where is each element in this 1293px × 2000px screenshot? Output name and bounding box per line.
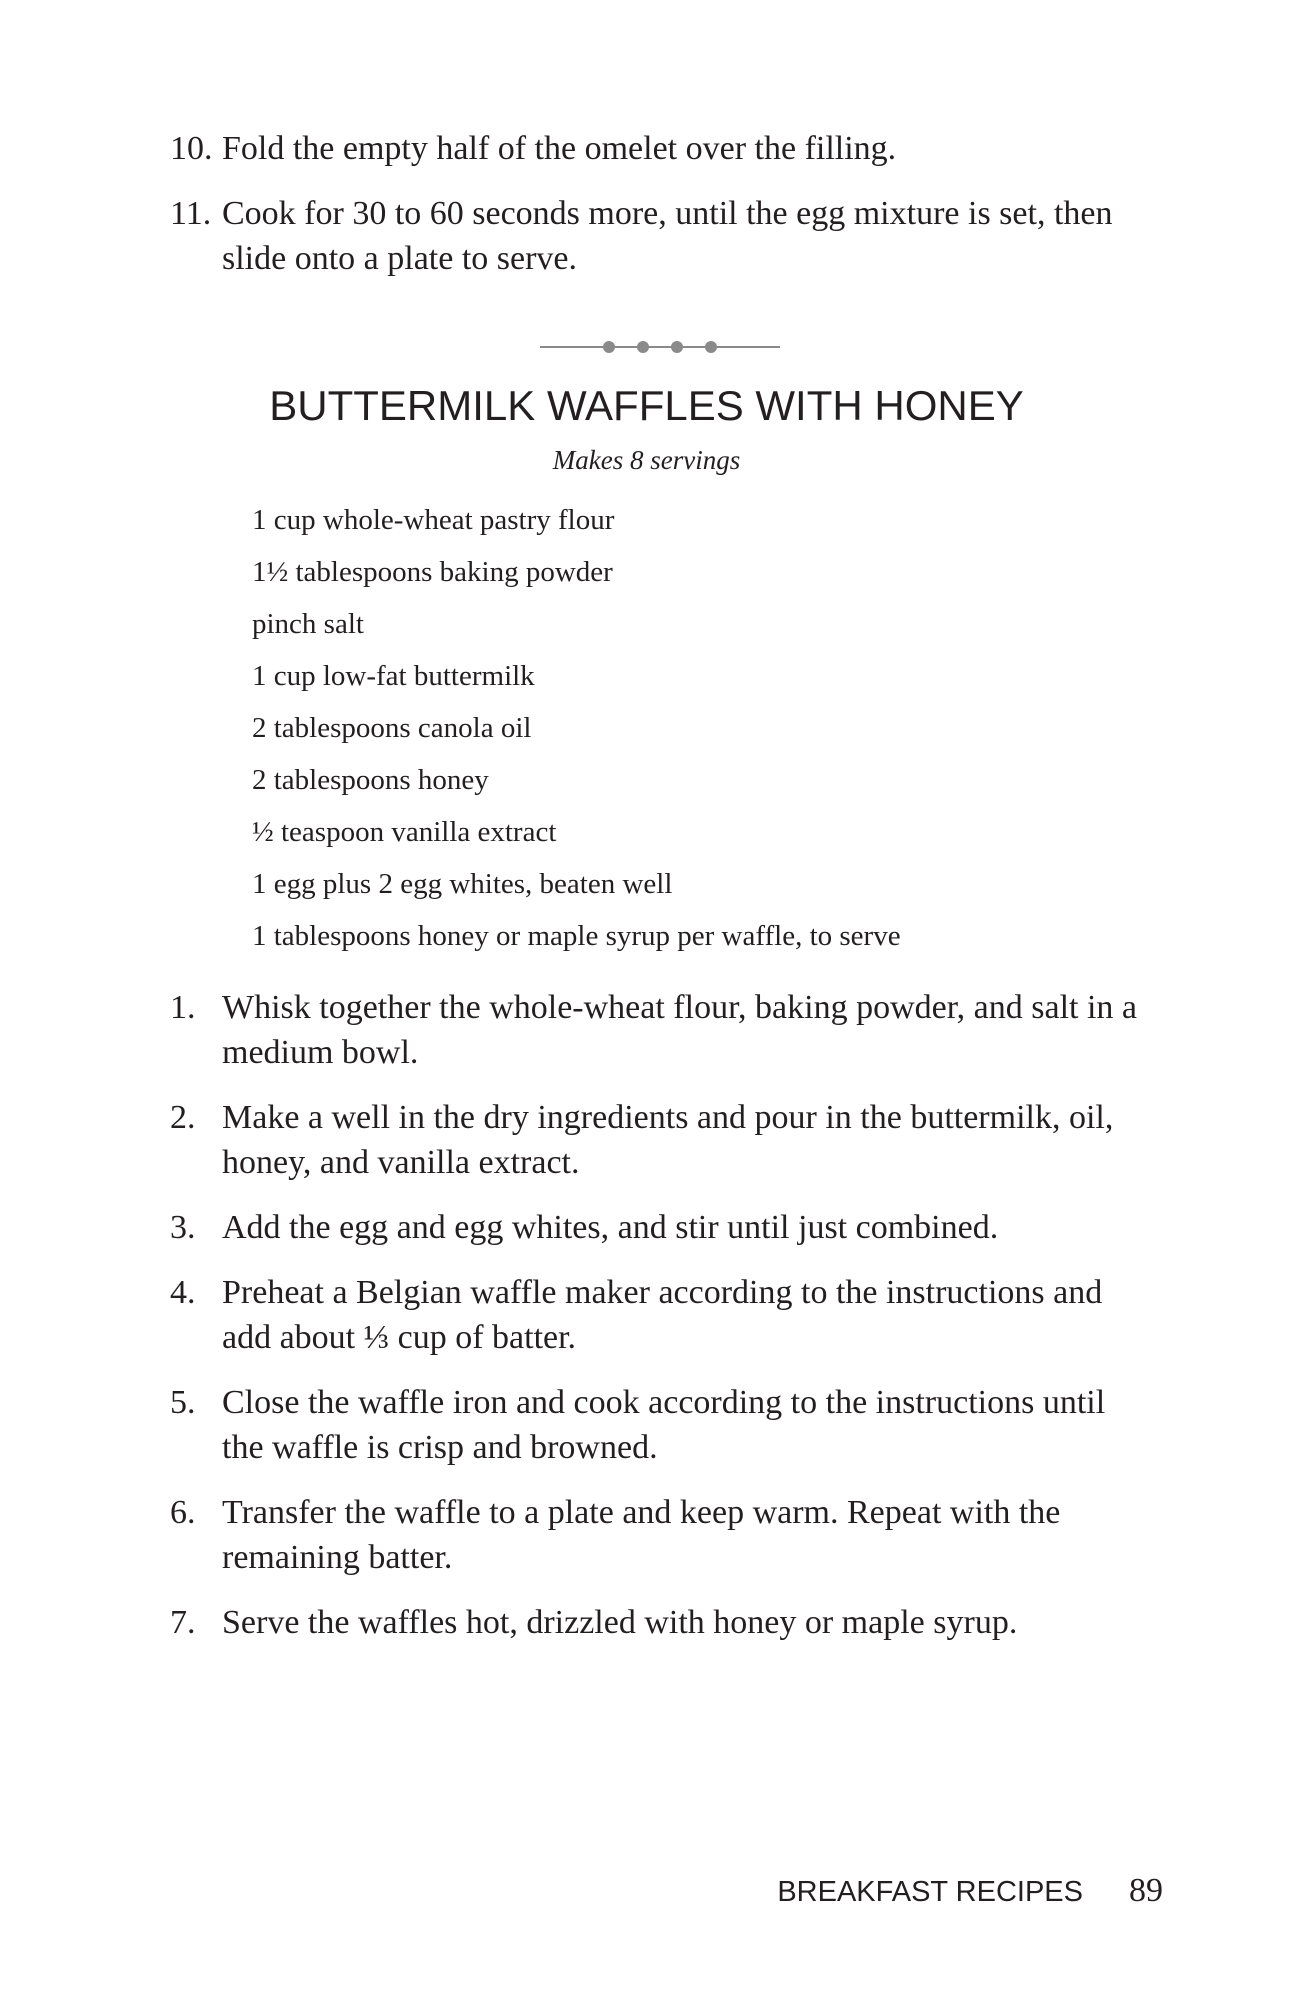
- page-number: 89: [1129, 1872, 1163, 1909]
- step-text: Transfer the waffle to a plate and keep warm. Repeat with the remaining batter.: [222, 1494, 1061, 1576]
- step-item: [170, 1095, 1150, 1185]
- step-text: Preheat a Belgian waffle maker according to the instructions and add about ⅓ cup of batter.: [222, 1274, 1103, 1356]
- recipe-steps: [170, 985, 1150, 1665]
- step-number: 2.: [170, 1099, 196, 1136]
- step-number: 3.: [170, 1209, 196, 1246]
- step-text: Add the egg and egg whites, and stir until just combined.: [222, 1209, 999, 1246]
- step-item: [170, 191, 1150, 281]
- recipe-title: BUTTERMILK WAFFLES WITH HONEY: [269, 382, 1024, 429]
- step-text: Make a well in the dry ingredients and pour in the buttermilk, oil, honey, and vanilla extract.: [222, 1099, 1114, 1181]
- step-number: 4.: [170, 1274, 196, 1311]
- recipe-servings: Makes 8 servings: [552, 445, 741, 475]
- ingredient-item: 1 tablespoons honey or maple syrup per waffle, to serve: [252, 920, 901, 952]
- step-number: 11.: [170, 195, 212, 232]
- step-item: [170, 1600, 1150, 1645]
- ingredient-item: pinch salt: [252, 608, 364, 640]
- ingredient-list: [252, 494, 901, 962]
- ingredient-item: 1 cup low-fat buttermilk: [252, 660, 535, 692]
- ingredient-item: 2 tablespoons canola oil: [252, 712, 532, 744]
- section-divider-ornament: [540, 337, 780, 357]
- step-item: [170, 985, 1150, 1075]
- running-footer-section: BREAKFAST RECIPES: [777, 1876, 1083, 1908]
- ingredient-item: 1½ tablespoons baking powder: [252, 556, 613, 588]
- step-number: 10.: [170, 130, 213, 167]
- step-number: 7.: [170, 1604, 196, 1641]
- ingredient-item: 1 cup whole-wheat pastry flour: [252, 504, 615, 536]
- step-item: [170, 1270, 1150, 1360]
- step-number: 5.: [170, 1384, 196, 1421]
- step-text: Serve the waffles hot, drizzled with honey or maple syrup.: [222, 1604, 1018, 1641]
- step-item: [170, 1490, 1150, 1580]
- step-text: Fold the empty half of the omelet over the filling.: [222, 130, 897, 167]
- step-text: Whisk together the whole-wheat flour, baking powder, and salt in a medium bowl.: [222, 989, 1138, 1071]
- step-text: Cook for 30 to 60 seconds more, until the egg mixture is set, then slide onto a plate to serve.: [222, 195, 1113, 277]
- step-item: [170, 1380, 1150, 1470]
- page-footer: [777, 1872, 1163, 1910]
- step-item: [170, 126, 1150, 171]
- step-number: 6.: [170, 1494, 196, 1531]
- ingredient-item: ½ teaspoon vanilla extract: [252, 816, 557, 848]
- ingredient-item: 2 tablespoons honey: [252, 764, 489, 796]
- step-item: [170, 1205, 1150, 1250]
- previous-recipe-steps: [170, 126, 1150, 301]
- ingredient-item: 1 egg plus 2 egg whites, beaten well: [252, 868, 673, 900]
- step-text: Close the waffle iron and cook according to the instructions until the waffle is crisp and browned.: [222, 1384, 1106, 1466]
- step-number: 1.: [170, 989, 196, 1026]
